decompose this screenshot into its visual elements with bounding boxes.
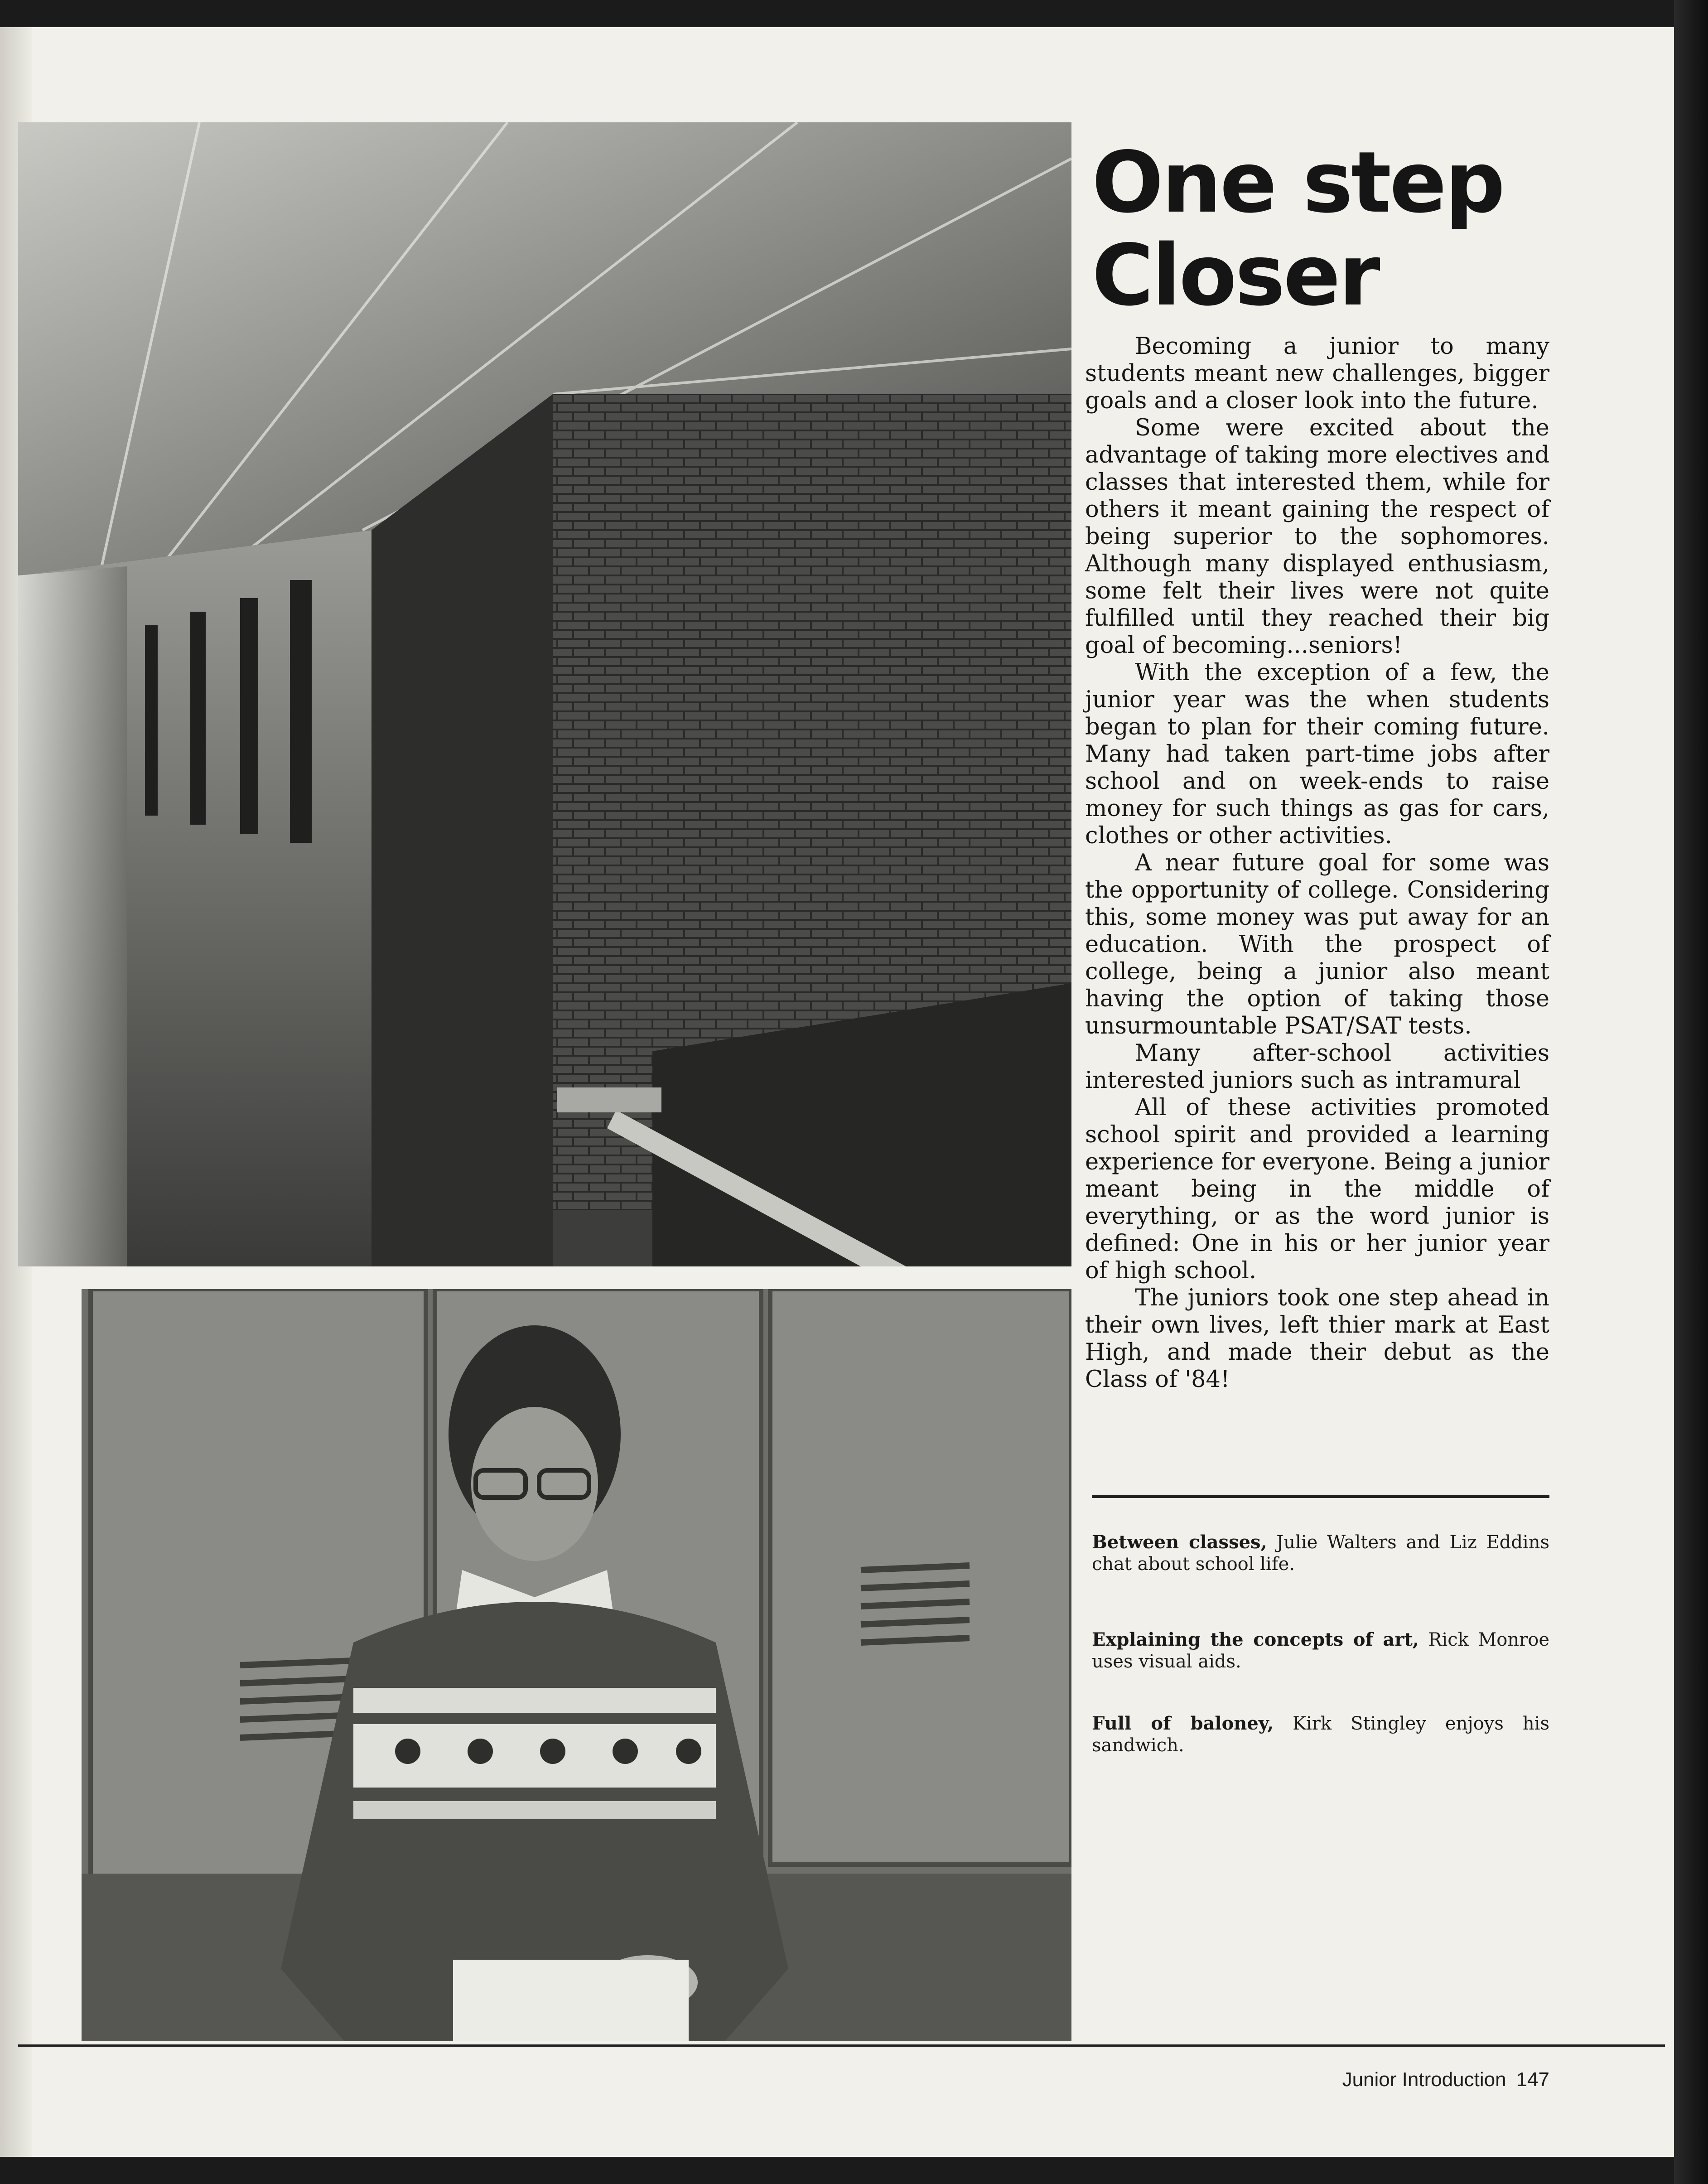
headline-line-1: One step [1092,133,1504,232]
page-footer [1269,2068,1549,2091]
caption-lead: Full of baloney, [1092,1713,1274,1734]
article-paragraph: Becoming a junior to many students meant new challenges, bigger goals and a closer look into the future. [1085,333,1549,414]
caption-lead: Explaining the concepts of art, [1092,1629,1419,1650]
article-body [1085,333,1549,1393]
book-binding [1674,0,1708,2184]
caption-full-of-baloney [1092,1713,1549,1756]
caption-lead: Between classes, [1092,1532,1267,1553]
caption-text: Rick Monroe uses visual aids. [1092,1629,1550,1672]
page-number: 147 [1516,2068,1549,2091]
caption-text: Julie Walters and Liz Eddins chat about school life. [1092,1532,1550,1575]
student-photo [82,1289,1071,2041]
footer-divider [18,2044,1665,2047]
article-paragraph: With the exception of a few, the junior year was the when students began to plan for their coming future. Many had taken part-time jobs after school and on week-ends to raise money for such things as gas for cars, clothes or other activities. [1085,659,1549,849]
headline [1092,133,1568,324]
caption-between-classes [1092,1532,1549,1575]
headline-line-2: Closer [1092,226,1379,324]
caption-concepts-of-art [1092,1629,1549,1672]
article-paragraph: Some were excited about the advantage of taking more electives and classes that interested them, while for others it meant gaining the respect of being superior to the sophomores. Although many displayed enthusiasm, some felt their lives were not quite fulfilled until they reached their big goal of becoming...seniors! [1085,415,1549,659]
section-name: Junior Introduction [1342,2068,1506,2091]
caption-text: Kirk Stingley enjoys his sandwich. [1092,1713,1549,1756]
article-paragraph: The juniors took one step ahead in their own lives, left thier mark at East High, and made their debut as the Class of '84! [1085,1285,1549,1393]
hallway-photo [18,122,1071,1266]
article-paragraph: All of these activities promoted school spirit and provided a learning experience for everyone. Being a junior meant being in the middle of everything, or as the word junior is defined: One in his or her junior year of high school. [1085,1094,1549,1284]
captions-divider [1092,1495,1549,1498]
article-paragraph: A near future goal for some was the opportunity of college. Considering this, some money was put away for an education. With the prospect of college, being a junior also meant having the option of taking those unsurmountable PSAT/SAT tests. [1085,850,1549,1039]
article-paragraph: Many after-school activities interested juniors such as intramural [1085,1040,1549,1094]
